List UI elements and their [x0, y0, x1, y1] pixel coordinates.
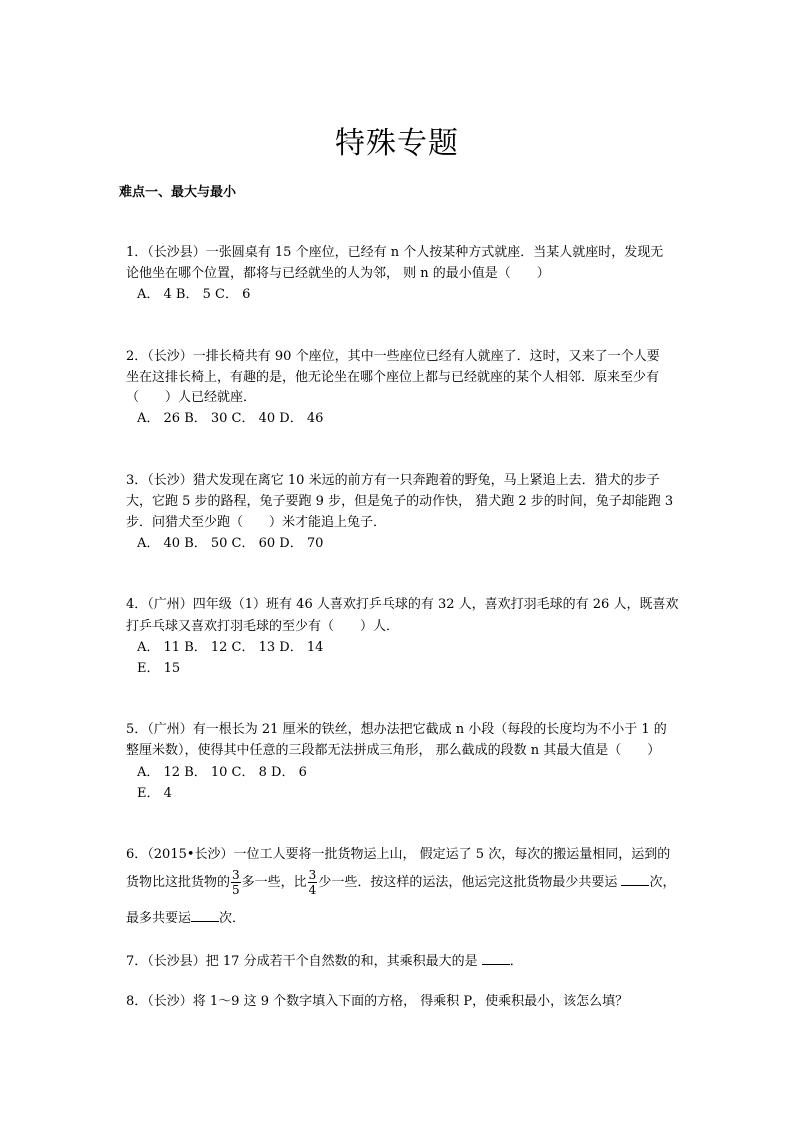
question-6-text-c: 少一些．按这样的运法，他运完这批货物最少共要运	[318, 875, 622, 890]
question-2-options: A． 26 B． 30 C． 40 D． 46	[137, 411, 324, 426]
answer-blank-max[interactable]	[191, 909, 219, 922]
question-4-line-2: 打乒乓球又喜欢打羽毛球的至少有（ ）人．	[126, 619, 400, 634]
question-6-text-b: 多一些，比	[241, 875, 307, 890]
fraction-2-numerator: 3	[308, 868, 317, 882]
question-7-end: ．	[509, 954, 523, 969]
fraction-three-fourths	[308, 868, 318, 897]
question-6-line-1: 6．（2015•长沙）一位工人要将一批货物运上山， 假定运了 5 次，每次的搬运量相同，运到的	[126, 847, 671, 862]
question-3-line-3: 步．问猎犬至少跑（ ）米才能追上兔子．	[126, 515, 387, 530]
question-1-line-1: 1．（长沙县）一张圆桌有 15 个座位，已经有 n 个人按某种方式就座．当某人就座时，发现无	[126, 245, 664, 260]
question-6-text-f: 次．	[219, 911, 246, 926]
question-5-options-extra: E． 4	[137, 786, 172, 801]
question-1-line-2: 论他坐在哪个位置，都将与已经就坐的人为邻， 则 n 的最小值是（ ）	[126, 266, 550, 281]
question-3-options: A． 40 B． 50 C． 60 D． 70	[137, 536, 324, 551]
question-3-line-2: 大，它跑 5 步的路程，兔子要跑 9 步，但是兔子的动作快， 猎犬跑 2 步的时间，兔子却能跑 3	[126, 494, 674, 509]
question-6-line-3	[126, 909, 245, 927]
question-7	[126, 952, 523, 970]
question-4-line-1: 4．（广州）四年级（1）班有 46 人喜欢打乒乓球的有 32 人，喜欢打羽毛球的有 26 人，既喜欢	[126, 597, 679, 612]
question-3-line-1: 3．（长沙）猎犬发现在离它 10 米远的前方有一只奔跑着的野兔，马上紧追上去．猎犬的步子	[126, 473, 660, 488]
question-6-text-e: 最多共要运	[126, 911, 192, 926]
question-5-line-1: 5．（广州）有一根长为 21 厘米的铁丝，想办法把它截成 n 小段（每段的长度均为不小于 1 的	[126, 722, 667, 737]
page-title: 特殊专题	[335, 126, 459, 161]
question-2-line-3: （ ）人已经就座．	[126, 390, 257, 405]
answer-blank-q7[interactable]	[482, 952, 510, 965]
question-2-line-2: 坐在这排长椅上，有趣的是，他无论坐在哪个座位上都与已经就座的某个人相邻．原来至少有	[126, 370, 660, 385]
question-7-text: 7．（长沙县）把 17 分成若干个自然数的和，其乘积最大的是	[126, 954, 482, 969]
fraction-1-denominator: 5	[232, 883, 240, 897]
question-5-options: A． 12 B． 10 C． 8 D． 6	[137, 765, 307, 780]
question-1-options: A． 4 B． 5 C． 6	[137, 287, 251, 302]
question-4-options: A． 11 B． 12 C． 13 D． 14	[137, 640, 324, 655]
fraction-three-fifths	[231, 868, 241, 897]
fraction-2-denominator: 4	[308, 883, 317, 897]
question-6-line-2	[126, 868, 675, 897]
answer-blank-min[interactable]	[621, 873, 649, 886]
question-5-line-2: 整厘米数），使得其中任意的三段都无法拼成三角形， 那么截成的段数 n 其最大值是（ ）	[126, 743, 661, 758]
question-2-line-1: 2．（长沙）一排长椅共有 90 个座位，其中一些座位已经有人就座了．这时，又来了一个人要	[126, 349, 660, 364]
question-4-options-extra: E． 15	[137, 661, 181, 676]
section-heading: 难点一、最大与最小	[119, 185, 237, 200]
question-6-text-a: 货物比这批货物的	[126, 875, 231, 890]
question-6-text-d: 次，	[649, 875, 676, 890]
fraction-1-numerator: 3	[232, 868, 240, 882]
question-8: 8．（长沙）将 1～9 这 9 个数字填入下面的方格， 得乘积 P，使乘积最小，该怎么填？	[126, 994, 629, 1009]
